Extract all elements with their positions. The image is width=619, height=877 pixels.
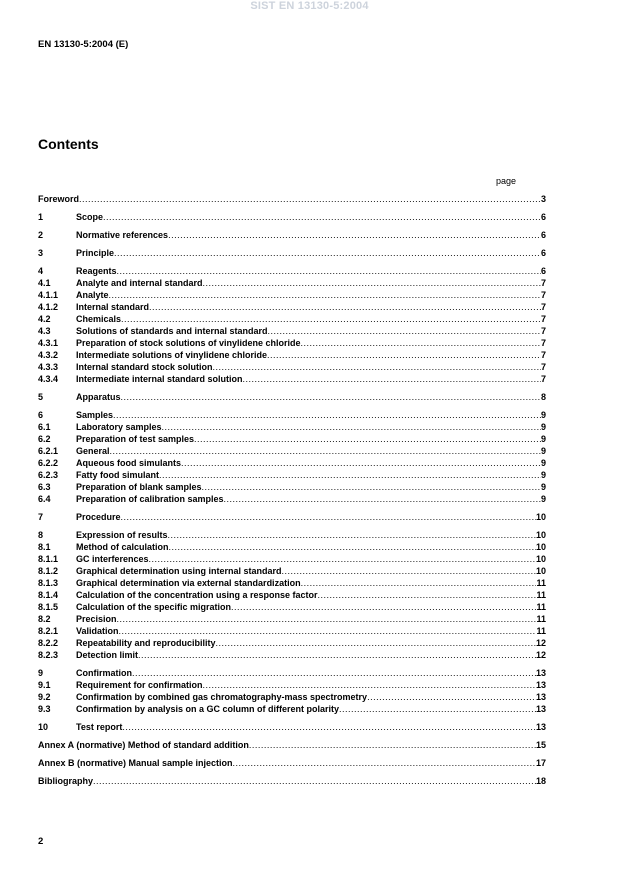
toc-entry-page: 12 [535,650,546,660]
toc-entry[interactable] [38,613,546,625]
toc-entry[interactable] [38,649,546,661]
toc-entry-title: Graphical determination using internal standard [76,566,282,576]
toc-entry-number: 6.3 [38,482,51,492]
toc-entry-page: 7 [540,314,546,324]
toc-dot-leader [109,289,541,301]
toc-entry-page: 9 [540,410,546,420]
toc-entry[interactable] [38,289,546,301]
toc-entry[interactable] [38,301,546,313]
toc-dot-leader [301,337,541,349]
toc-entry[interactable] [38,775,546,787]
watermark: SIST EN 13130-5:2004 [250,0,369,12]
toc-entry-title: Laboratory samples [76,422,162,432]
page-column-label: page [496,176,517,186]
toc-entry-title: Calculation of the specific migration [76,602,232,612]
toc-entry-number: 5 [38,392,44,402]
toc-entry[interactable] [38,703,546,715]
toc-dot-leader [103,211,541,223]
toc-entry-page: 6 [540,212,546,222]
toc-entry-title: Preparation of stock solutions of vinylidene chloride [76,338,301,348]
toc-entry-title: Detection limit [76,650,139,660]
toc-dot-leader [149,553,536,565]
toc-dot-leader [268,325,541,337]
toc-entry-page: 18 [535,776,546,786]
toc-dot-leader [301,577,537,589]
toc-entry-page: 10 [535,530,546,540]
toc-entry[interactable] [38,211,546,223]
toc-dot-leader [117,265,541,277]
toc-entry-page: 3 [540,194,546,204]
toc-entry-number: 6.2.2 [38,458,59,468]
toc-entry-number: 8.1.4 [38,590,59,600]
toc-entry-number: 4.1 [38,278,51,288]
toc-entry-page: 12 [535,638,546,648]
toc-entry-page: 11 [536,602,546,612]
toc-entry[interactable] [38,277,546,289]
toc-entry[interactable] [38,565,546,577]
toc-dot-leader [339,703,536,715]
toc-entry-number: 8.2.1 [38,626,59,636]
toc-entry-title: Precision [76,614,117,624]
toc-dot-leader [224,493,541,505]
toc-entry-page: 13 [535,722,546,732]
toc-entry-page: 6 [540,230,546,240]
toc-dot-leader [203,679,536,691]
toc-dot-leader [216,637,536,649]
toc-entry[interactable] [38,421,546,433]
toc-entry[interactable] [38,229,546,241]
toc-dot-leader [159,469,541,481]
toc-dot-leader [132,667,536,679]
toc-dot-leader [113,409,541,421]
toc-entry-page: 13 [535,692,546,702]
toc-entry[interactable] [38,691,546,703]
toc-dot-leader [138,649,536,661]
toc-entry[interactable] [38,739,546,751]
toc-entry[interactable] [38,679,546,691]
toc-entry-number: 4.1.2 [38,302,59,312]
toc-entry-title: GC interferences [76,554,149,564]
toc-entry-title: General [76,446,110,456]
toc-entry-title: Analyte and internal standard [76,278,203,288]
toc-entry-title: Fatty food simulant [76,470,159,480]
toc-entry[interactable] [38,625,546,637]
toc-entry-number: 4.3.3 [38,362,59,372]
toc-entry[interactable] [38,541,546,553]
toc-dot-leader [233,757,536,769]
toc-entry-number: 6.4 [38,494,51,504]
toc-entry-title: Bibliography [38,776,94,786]
toc-entry-page: 15 [535,740,546,750]
toc-entry-page: 7 [540,326,546,336]
toc-entry-title: Test report [76,722,123,732]
toc-entry-number: 10 [38,722,49,732]
toc-dot-leader [79,193,541,205]
toc-entry-title: Solutions of standards and internal standard [76,326,268,336]
toc-entry[interactable] [38,391,546,403]
toc-entry-title: Internal standard stock solution [76,362,213,372]
toc-entry-title: Preparation of calibration samples [76,494,224,504]
toc-entry[interactable] [38,493,546,505]
toc-entry-number: 3 [38,248,44,258]
toc-dot-leader [149,301,541,313]
page-title: Contents [38,136,99,152]
toc-entry-title: Foreword [38,194,80,204]
toc-entry-title: Samples [76,410,114,420]
document-id: EN 13130-5:2004 (E) [38,39,129,50]
toc-entry-page: 17 [535,758,546,768]
toc-dot-leader [202,481,541,493]
toc-entry-title: Principle [76,248,115,258]
toc-entry[interactable] [38,667,546,679]
toc-entry-number: 4.3.4 [38,374,59,384]
toc-entry-title: Preparation of blank samples [76,482,202,492]
toc-dot-leader [318,589,537,601]
toc-entry-page: 7 [540,374,546,384]
toc-entry-page: 11 [536,590,546,600]
toc-entry-page: 13 [535,668,546,678]
toc-dot-leader [203,277,541,289]
toc-entry-number: 8.1.5 [38,602,59,612]
toc-entry-page: 9 [540,494,546,504]
toc-entry-title: Confirmation by combined gas chromatography-mass spectrometry [76,692,368,702]
toc-entry-number: 9.3 [38,704,51,714]
toc-entry-title: Repeatability and reproducibility [76,638,216,648]
toc-entry-page: 11 [536,626,546,636]
toc-entry-title: Annex A (normative) Method of standard addition [38,740,249,750]
toc-entry-page: 7 [540,350,546,360]
toc-entry-page: 7 [540,362,546,372]
toc-entry-title: Graphical determination via external standardization [76,578,301,588]
toc-entry[interactable] [38,721,546,733]
toc-entry-number: 4.3.2 [38,350,59,360]
toc-entry-title: Procedure [76,512,121,522]
toc-entry-title: Expression of results [76,530,168,540]
toc-entry-title: Intermediate internal standard solution [76,374,243,384]
toc-entry-title: Annex B (normative) Manual sample injection [38,758,233,768]
toc-entry-number: 8.1 [38,542,51,552]
toc-dot-leader [181,457,541,469]
toc-entry-number: 7 [38,512,44,522]
toc-entry-title: Confirmation by analysis on a GC column of different polarity [76,704,340,714]
toc-entry-number: 1 [38,212,44,222]
toc-entry-title: Reagents [76,266,117,276]
toc-entry[interactable] [38,511,546,523]
toc-entry-title: Method of calculation [76,542,169,552]
toc-entry-page: 13 [535,704,546,714]
toc-entry[interactable] [38,757,546,769]
toc-entry-page: 8 [540,392,546,402]
toc-dot-leader [231,601,536,613]
toc-dot-leader [243,373,541,385]
toc-entry-title: Intermediate solutions of vinylidene chloride [76,350,268,360]
page-number: 2 [38,836,44,847]
toc-entry-number: 9 [38,668,44,678]
toc-entry-number: 8 [38,530,44,540]
toc-entry-page: 6 [540,266,546,276]
toc-entry-number: 6.2.3 [38,470,59,480]
toc-entry[interactable] [38,637,546,649]
toc-entry[interactable] [38,589,546,601]
toc-entry-number: 6.2 [38,434,51,444]
toc-entry-number: 4 [38,266,44,276]
toc-entry-number: 8.1.3 [38,578,59,588]
toc-entry-page: 9 [540,422,546,432]
toc-entry-title: Normative references [76,230,169,240]
toc-dot-leader [114,247,541,259]
toc-dot-leader [119,625,537,637]
toc-entry-number: 9.2 [38,692,51,702]
toc-dot-leader [110,445,541,457]
toc-entry-number: 6.1 [38,422,51,432]
toc-entry-title: Internal standard [76,302,150,312]
toc-dot-leader [282,565,536,577]
toc-entry[interactable] [38,409,546,421]
toc-entry[interactable] [38,445,546,457]
toc-entry[interactable] [38,373,546,385]
toc-entry-number: 6 [38,410,44,420]
toc-entry-title: Confirmation [76,668,132,678]
toc-entry-number: 9.1 [38,680,51,690]
toc-dot-leader [367,691,536,703]
toc-entry-title: Preparation of test samples [76,434,195,444]
toc-dot-leader [169,541,536,553]
toc-dot-leader [249,739,536,751]
toc-entry-page: 9 [540,482,546,492]
toc-entry[interactable] [38,457,546,469]
toc-entry-page: 10 [535,512,546,522]
toc-entry[interactable] [38,469,546,481]
toc-dot-leader [117,613,537,625]
toc-entry[interactable] [38,337,546,349]
toc-entry[interactable] [38,247,546,259]
toc-entry-page: 9 [540,446,546,456]
toc-entry-title: Analyte [76,290,109,300]
toc-entry[interactable] [38,481,546,493]
toc-entry[interactable] [38,553,546,565]
toc-entry-page: 11 [536,614,546,624]
toc-entry-number: 8.2.2 [38,638,59,648]
toc-entry[interactable] [38,433,546,445]
toc-dot-leader [267,349,541,361]
toc-entry-page: 9 [540,458,546,468]
toc-dot-leader [168,529,536,541]
toc-entry[interactable] [38,193,546,205]
toc-entry[interactable] [38,601,546,613]
toc-entry-page: 7 [540,290,546,300]
toc-entry-title: Aqueous food simulants [76,458,182,468]
toc-entry-page: 6 [540,248,546,258]
toc-entry-page: 11 [536,578,546,588]
toc-entry-title: Requirement for confirmation [76,680,203,690]
toc-entry-page: 10 [535,554,546,564]
toc-dot-leader [121,313,541,325]
toc-entry-number: 6.2.1 [38,446,59,456]
toc-entry-number: 2 [38,230,44,240]
toc-entry-number: 4.2 [38,314,51,324]
toc-entry-page: 7 [540,302,546,312]
toc-entry-number: 8.2.3 [38,650,59,660]
toc-entry-number: 8.1.2 [38,566,59,576]
toc-entry[interactable] [38,265,546,277]
toc-entry-number: 4.3 [38,326,51,336]
toc-entry-page: 7 [540,278,546,288]
toc-entry-number: 8.1.1 [38,554,59,564]
toc-dot-leader [168,229,541,241]
toc-entry-page: 13 [535,680,546,690]
table-of-contents [38,193,546,787]
toc-entry[interactable] [38,325,546,337]
toc-dot-leader [194,433,541,445]
toc-entry-page: 9 [540,434,546,444]
toc-entry-number: 4.1.1 [38,290,59,300]
toc-entry-page: 7 [540,338,546,348]
toc-entry-number: 8.2 [38,614,51,624]
toc-entry-title: Validation [76,626,119,636]
toc-entry[interactable] [38,361,546,373]
toc-entry-title: Calculation of the concentration using a response factor [76,590,318,600]
toc-dot-leader [162,421,541,433]
toc-dot-leader [121,391,541,403]
toc-entry-page: 10 [535,542,546,552]
toc-entry-page: 10 [535,566,546,576]
toc-entry-title: Chemicals [76,314,122,324]
toc-entry-page: 9 [540,470,546,480]
toc-dot-leader [93,775,536,787]
toc-dot-leader [121,511,536,523]
toc-entry-number: 4.3.1 [38,338,59,348]
toc-entry[interactable] [38,577,546,589]
toc-dot-leader [122,721,536,733]
toc-entry-title: Scope [76,212,104,222]
toc-entry[interactable] [38,349,546,361]
toc-entry[interactable] [38,529,546,541]
toc-entry-title: Apparatus [76,392,121,402]
toc-entry[interactable] [38,313,546,325]
toc-dot-leader [213,361,541,373]
